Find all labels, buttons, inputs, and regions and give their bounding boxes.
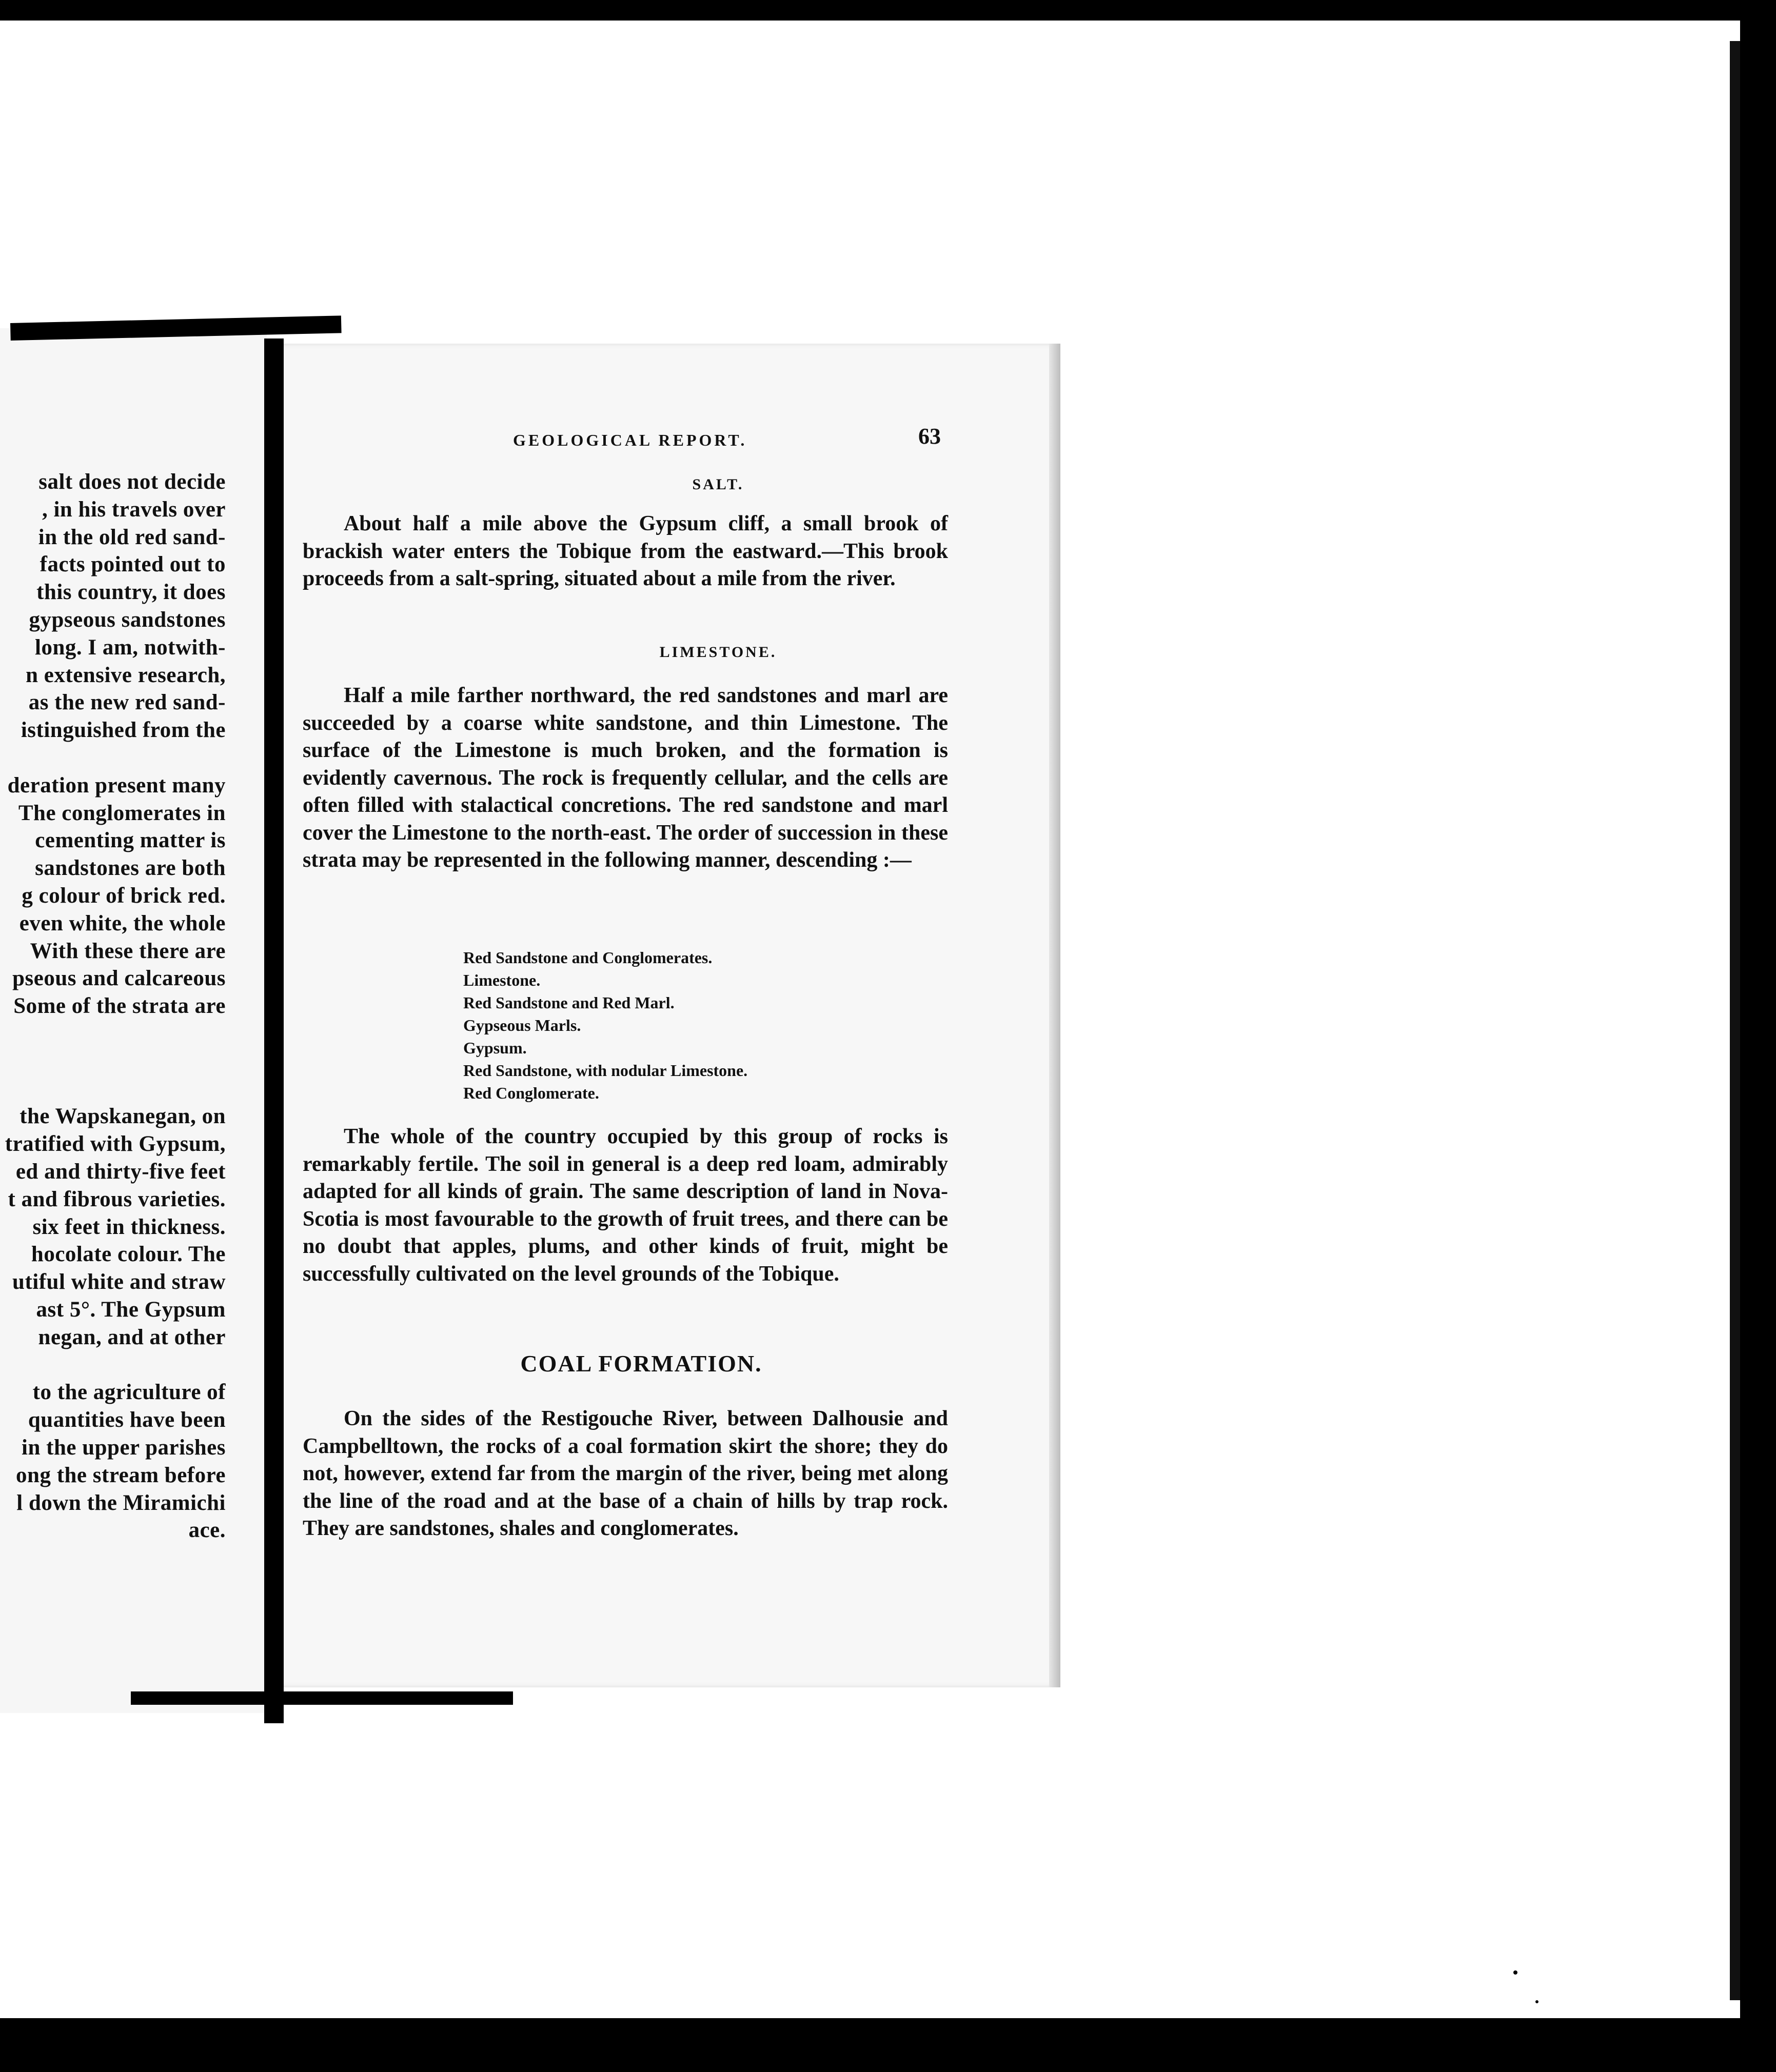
heading-limestone: LIMESTONE. [659,644,777,661]
left-page-line: ace. [188,1518,226,1543]
strata-item: Gypsum. [463,1039,527,1057]
heading-coal-formation: COAL FORMATION. [520,1350,762,1377]
left-page-line: istinguished from the [21,718,226,743]
paragraph-coal-formation: On the sides of the Restigouche River, between Dalhousie and Campbelltown, the rocks of a coal formation skirt the shore; they do not, however, extend far from the margin of the river, being met along the line of the road and at the base of a chain of hills by trap rock. They are sandstones, shales and conglomerates. [303,1407,948,1540]
left-page-line: quantities have been [28,1408,226,1432]
left-page-line: the Wapskanegan, on [19,1104,226,1129]
left-page-line: ong the stream before [16,1463,226,1487]
left-page-line: in the old red sand- [38,525,226,549]
left-page-line: l down the Miramichi [16,1490,226,1515]
binding-bottom-edge [131,1691,513,1705]
scan-speck [1535,2000,1538,2003]
left-page-line: hocolate colour. The [31,1242,226,1267]
scan-border-right [1740,21,1776,2018]
left-facing-page [0,328,267,1713]
left-page-line: facts pointed out to [40,552,226,577]
left-page-line: cementing matter is [35,828,226,853]
left-page-line: g colour of brick red. [22,884,226,908]
strata-item: Red Sandstone and Conglomerates. [463,948,713,967]
left-page-line: ast 5°. The Gypsum [36,1298,226,1322]
scan-speck [1513,1970,1517,1975]
left-page-line: t and fibrous varieties. [8,1187,226,1211]
strata-item: Red Sandstone and Red Marl. [463,993,675,1012]
left-page-line: in the upper parishes [22,1436,226,1460]
paragraph-fertility: The whole of the country occupied by this group of rocks is remarkably fertile. The soil in general is a deep red loam, admirably adapted for all kinds of grain. The same description of land in Nova-Scotia is most favourable to the growth of fruit trees, and there can be no doubt that apples, plums, and other kinds of fruit, might be successfully cultivated on the level grounds of the Tobique. [303,1125,948,1286]
left-page-line: as the new red sand- [28,690,226,715]
strata-item: Gypseous Marls. [463,1016,581,1034]
paragraph-limestone: Half a mile farther northward, the red sandstones and marl are succeeded by a coarse white sandstone, and thin Limestone. The surface of the Limestone is much broken, and the formation is evidently cavernous. The rock is frequently cellular, and the cells are often filled with stalactical concretions. The red sandstone and marl cover the Limestone to the north-east. The order of succession in these strata may be represented in the following manner, descending :— [303,684,948,872]
left-page-line: six feet in thickness. [32,1214,226,1239]
left-page-line: salt does not decide [38,470,226,494]
heading-salt: SALT. [692,476,744,493]
left-page-line: gypseous sandstones [29,608,226,632]
left-page-line: even white, the whole [19,911,226,935]
scan-border-bottom [0,2018,1776,2072]
scan-border-top [0,0,1776,21]
left-page-line: to the agriculture of [32,1380,226,1405]
left-page-line: , in his travels over [42,497,226,522]
paragraph-salt: About half a mile above the Gypsum cliff, a small brook of brackish water enters the Tobique from the eastward.—This brook proceeds from a salt-spring, situated about a mile from the river. [303,512,948,590]
left-page-line: Some of the strata are [13,994,226,1019]
strata-item: Limestone. [463,971,541,989]
left-page-line: sandstones are both [35,856,226,881]
strata-item: Red Sandstone, with nodular Limestone. [463,1061,748,1080]
page-edge-shadow [1049,344,1060,1687]
left-page-line: ed and thirty-five feet [15,1160,226,1184]
running-head: GEOLOGICAL REPORT. [513,431,747,449]
strata-item: Red Conglomerate. [463,1084,599,1102]
page-number: 63 [918,424,941,449]
scan-border-right-inner [1730,41,1740,2000]
left-page-line: n extensive research, [26,663,226,687]
left-page-line: deration present many [7,773,226,798]
left-page-line: pseous and calcareous [12,966,226,991]
strata-list [463,946,747,1104]
left-page-line: tratified with Gypsum, [5,1132,226,1157]
left-page-line: long. I am, notwith- [35,635,226,660]
binding-spine [264,338,284,1723]
left-page-line: The conglomerates in [18,801,226,825]
left-page-line: negan, and at other [38,1325,226,1349]
left-page-line: this country, it does [36,580,226,605]
left-page-line: utiful white and straw [12,1270,226,1294]
left-page-line: With these there are [30,939,226,963]
